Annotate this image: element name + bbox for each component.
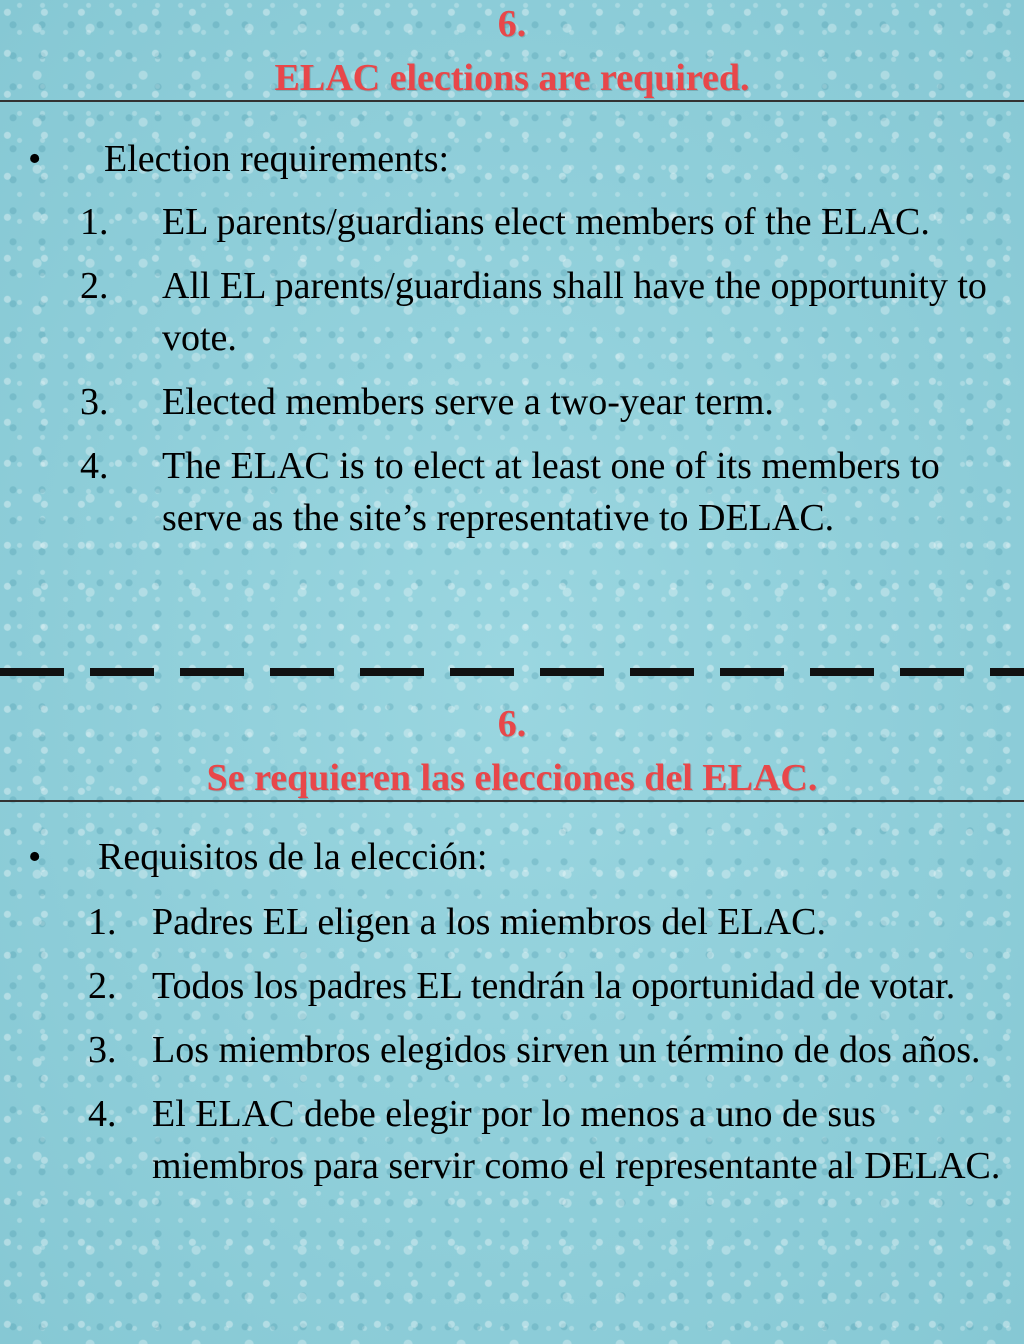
item-text: Todos los padres EL tendrán la oportunidad de votar. — [152, 965, 956, 1007]
item-number: 2. — [88, 965, 117, 1007]
item-text: All EL parents/guardians shall have the opportunity to vote. — [162, 265, 987, 359]
title-divider — [0, 100, 1024, 102]
item-number: 4. — [88, 1093, 117, 1135]
slide-title: ELAC elections are required. — [274, 57, 750, 99]
list-item — [88, 960, 1018, 1012]
list-item — [80, 260, 1010, 364]
requirements-list — [88, 896, 1018, 1204]
title-divider — [0, 800, 1024, 802]
spanish-slide — [0, 700, 1024, 1344]
item-text: El ELAC debe elegir por lo menos a uno de sus miembros para servir como el representante al DELAC. — [152, 1093, 1001, 1187]
item-number: 3. — [88, 1029, 117, 1071]
bullet-heading — [28, 834, 487, 880]
item-text: The ELAC is to elect at least one of its members to serve as the site’s representative to DELAC. — [162, 445, 940, 539]
item-number: 1. — [80, 201, 109, 243]
list-item — [88, 1088, 1018, 1192]
item-number: 2. — [80, 265, 109, 307]
bullet-heading — [28, 136, 449, 182]
bullet-icon: • — [28, 138, 42, 180]
dashed-separator — [0, 668, 1024, 676]
list-item — [88, 1024, 1018, 1076]
item-number: 3. — [80, 381, 109, 423]
list-item — [80, 440, 1010, 544]
slide-number: 6. — [497, 703, 527, 745]
slide-title: Se requieren las elecciones del ELAC. — [206, 757, 818, 799]
english-slide — [0, 0, 1024, 660]
item-text: Padres EL eligen a los miembros del ELAC. — [152, 901, 826, 943]
item-text: EL parents/guardians elect members of the ELAC. — [162, 201, 930, 243]
list-item — [88, 896, 1018, 948]
list-item — [80, 196, 1010, 248]
item-number: 1. — [88, 901, 117, 943]
item-text: Elected members serve a two-year term. — [162, 381, 774, 423]
requirements-list — [80, 196, 1010, 556]
bullet-icon: • — [28, 836, 42, 878]
slide-number: 6. — [497, 3, 527, 45]
bullet-label: Requisitos de la elección: — [98, 836, 488, 878]
bullet-label: Election requirements: — [104, 138, 450, 180]
list-item — [80, 376, 1010, 428]
item-text: Los miembros elegidos sirven un término de dos años. — [152, 1029, 981, 1071]
item-number: 4. — [80, 445, 109, 487]
